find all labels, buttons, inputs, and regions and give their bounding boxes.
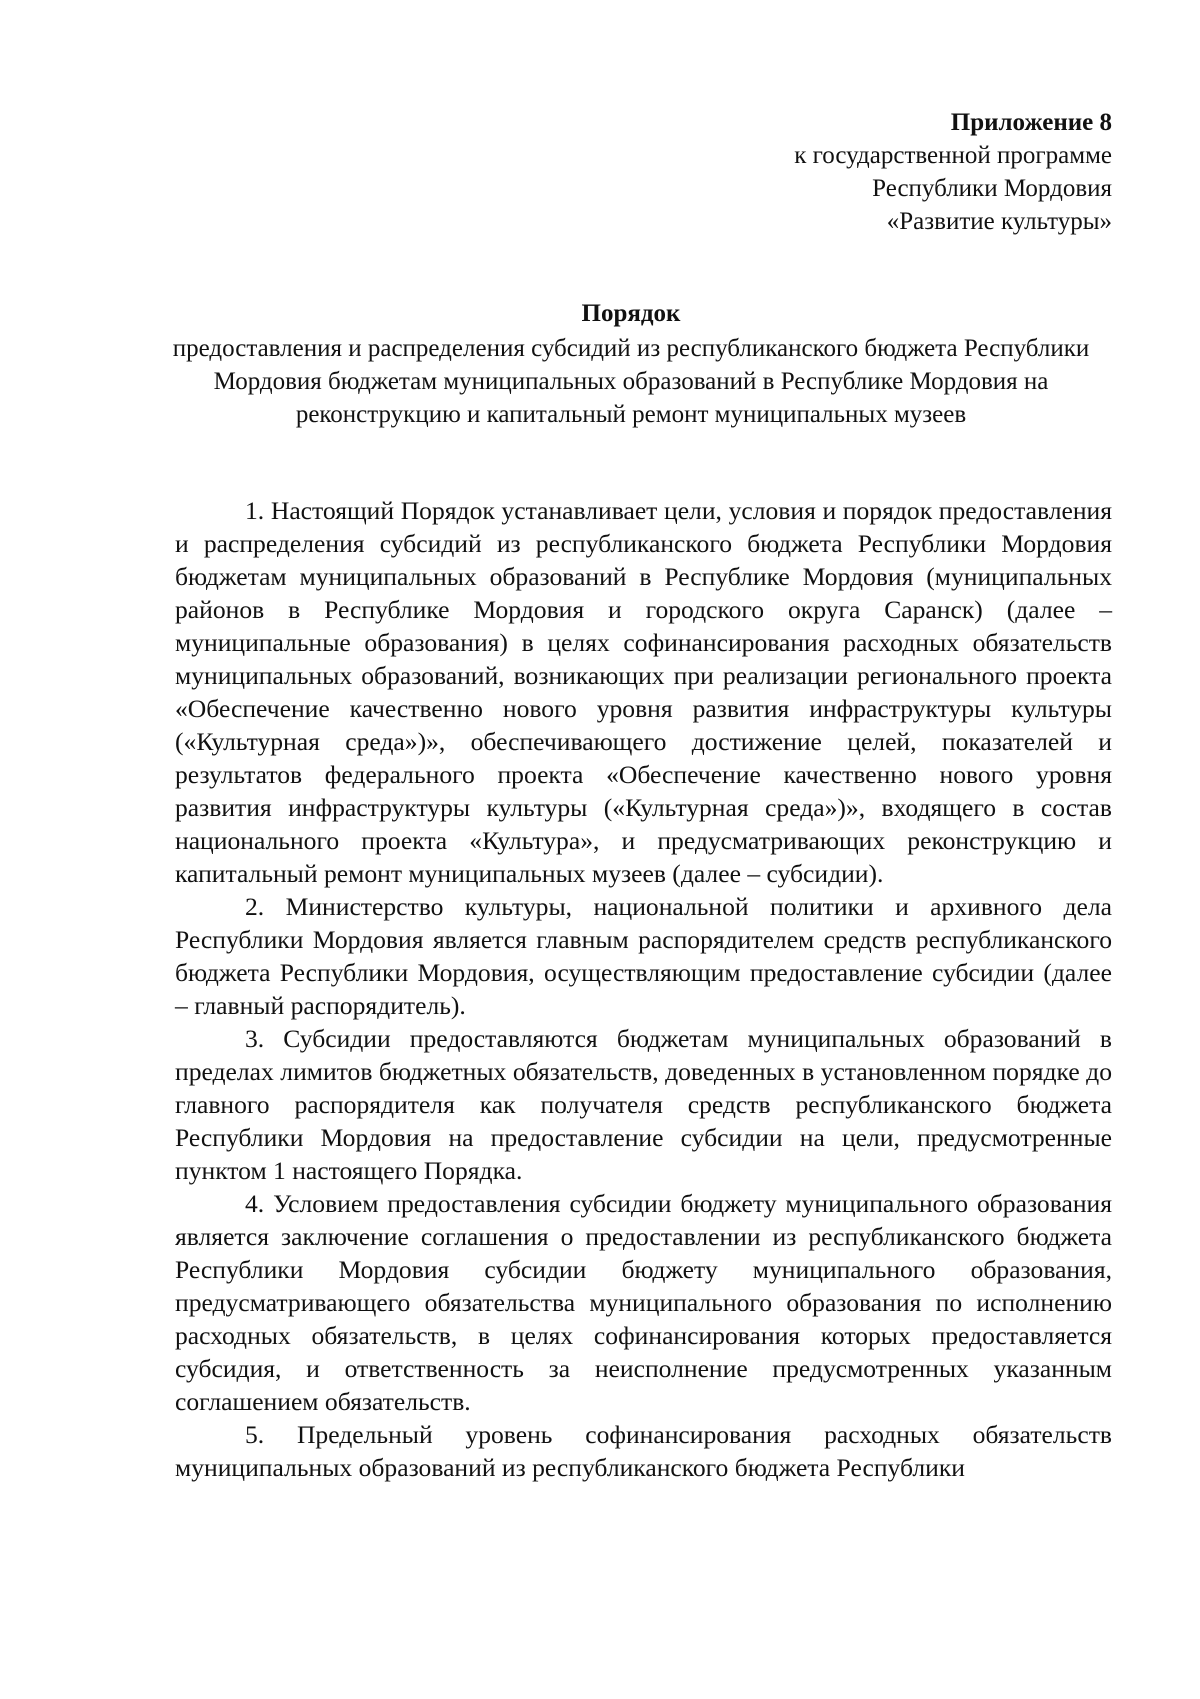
appendix-line: к государственной программе <box>794 142 1112 169</box>
paragraph-1: 1. Настоящий Порядок устанавливает цели, условия и порядок предоставления и распределения субсидий из республиканского бюджета Республики Мордовия бюджетам муниципальных образований в Республике Мордовия (муниципальных районов в Республике Мордовия и городского округа Саранск) (далее – муниципальные образования) в целях софинансирования расходных обязательств муниципальных образований, возникающих при реализации регионального проекта «Обеспечение качественно нового уровня развития инфраструктуры культуры («Культурная среда»)», обеспечивающего достижение целей, показателей и результатов федерального проекта «Обеспечение качественно нового уровня развития инфраструктуры культуры («Культурная среда»)», входящего в состав национального проекта «Культура», и предусматривающих реконструкцию и капитальный ремонт муниципальных музеев (далее – субсидии). <box>175 496 1112 888</box>
appendix-title: Приложение 8 <box>950 109 1112 136</box>
paragraph-5: 5. Предельный уровень софинансирования расходных обязательств муниципальных образований из республиканского бюджета Республики <box>175 1420 1112 1482</box>
appendix-line: «Развитие культуры» <box>886 208 1112 235</box>
document-heading <box>150 298 1112 431</box>
paragraph-3: 3. Субсидии предоставляются бюджетам муниципальных образований в пределах лимитов бюджетных обязательств, доведенных в установленном порядке до главного распорядителя как получателя средств республиканского бюджета Республики Мордовия на предоставление субсидии на цели, предусмотренные пунктом 1 настоящего Порядка. <box>175 1024 1112 1185</box>
paragraph-4: 4. Условием предоставления субсидии бюджету муниципального образования является заключение соглашения о предоставлении из республиканского бюджета Республики Мордовия субсидии бюджету муниципального образования, предусматривающего обязательства муниципального образования по исполнению расходных обязательств, в целях софинансирования которых предоставляется субсидия, и ответственность за неисполнение предусмотренных указанным соглашением обязательств. <box>175 1189 1112 1416</box>
document-body <box>175 494 1112 1484</box>
document-title: Порядок <box>581 300 681 327</box>
document-subtitle: предоставления и распределения субсидий из республиканского бюджета Республики Мордовия бюджетам муниципальных образований в Республике Мордовия на реконструкцию и капитальный ремонт муниципальных музеев <box>172 335 1090 428</box>
paragraph-2: 2. Министерство культуры, национальной политики и архивного дела Республики Мордовия является главным распорядителем средств республиканского бюджета Республики Мордовия, осуществляющим предоставление субсидии (далее – главный распорядитель). <box>175 892 1112 1020</box>
appendix-header <box>592 106 1112 238</box>
appendix-line: Республики Мордовия <box>872 175 1112 202</box>
